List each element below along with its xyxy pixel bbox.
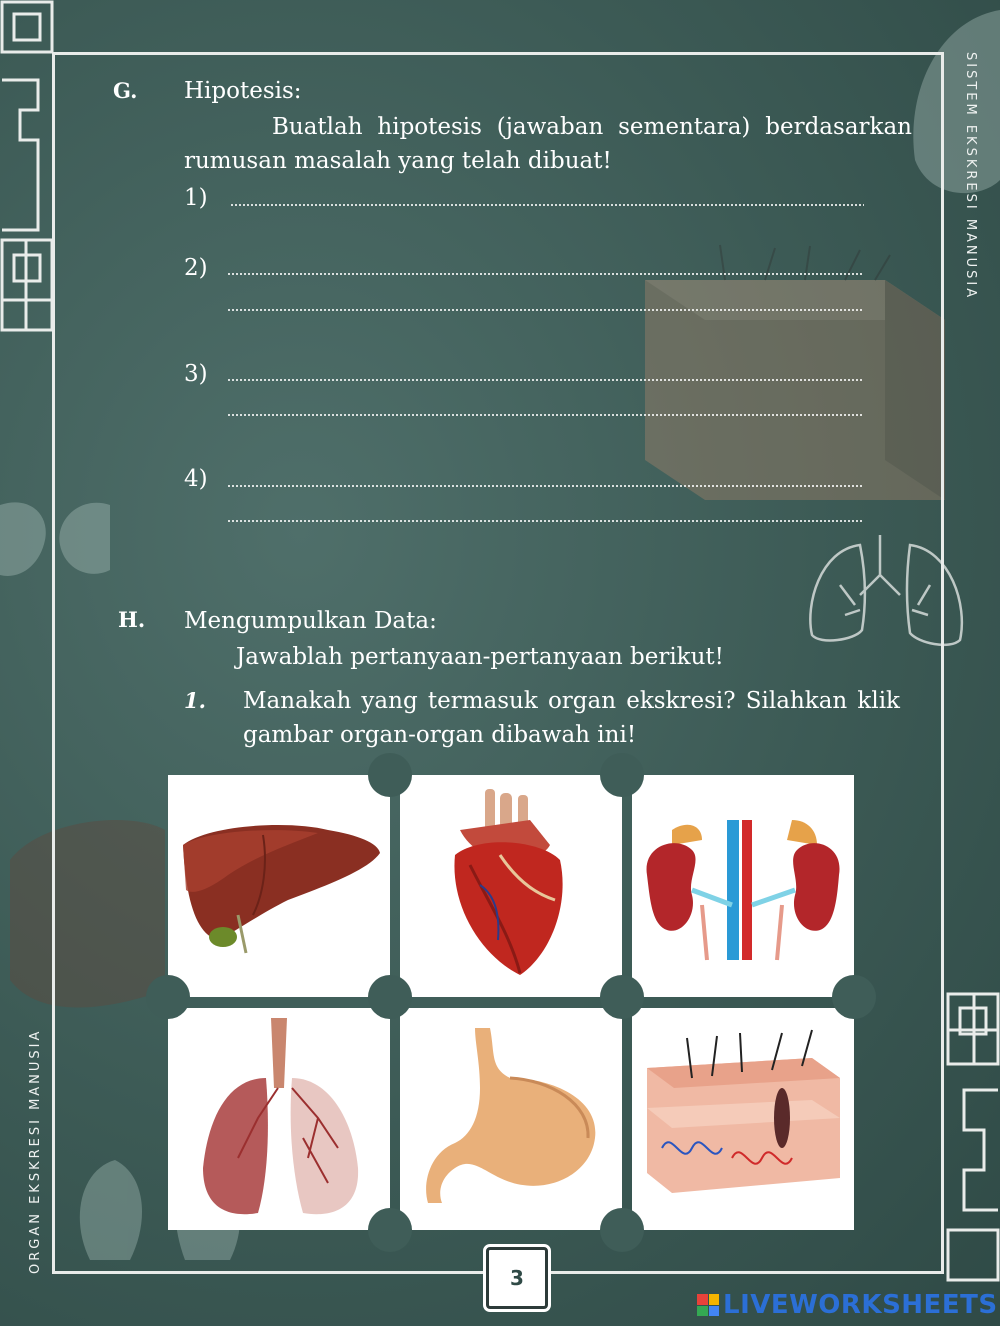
grid-notch — [600, 975, 644, 1019]
section-h-instruction: Jawablah pertanyaan-pertanyaan berikut! — [236, 644, 724, 670]
question-text: Manakah yang termasuk organ ekskresi? Silahkan klik gambar organ-organ dibawah ini! — [243, 688, 900, 748]
organ-card-stomach[interactable] — [400, 1008, 622, 1230]
side-title-right: SISTEM EKSKRESI MANUSIA — [963, 52, 978, 301]
organ-card-lungs[interactable] — [168, 1008, 390, 1230]
answer-line-4a[interactable] — [227, 485, 862, 487]
organ-card-heart[interactable] — [400, 775, 622, 997]
grid-notch — [600, 1208, 644, 1252]
hypothesis-number-2: 2) — [184, 255, 208, 281]
brand-text: LIVEWORKSHEETS — [723, 1290, 998, 1320]
section-h-letter: H. — [118, 607, 146, 632]
answer-line-2a[interactable] — [227, 273, 862, 275]
stomach-image — [400, 1008, 622, 1230]
organ-image-grid — [168, 775, 854, 1230]
organ-card-kidney[interactable] — [632, 775, 854, 997]
answer-line-1a[interactable] — [230, 204, 864, 206]
corner-pattern-top-left — [0, 0, 56, 335]
page-number: 3 — [486, 1247, 548, 1309]
hypothesis-number-3: 3) — [184, 361, 208, 387]
grid-notch — [368, 975, 412, 1019]
liveworksheets-brand[interactable] — [697, 1290, 998, 1320]
section-g-instruction: Buatlah hipotesis (jawaban sementara) berdasarkan rumusan masalah yang telah dibuat! — [184, 114, 912, 174]
answer-line-2b[interactable] — [227, 309, 862, 311]
section-h-title: Mengumpulkan Data: — [184, 608, 437, 634]
section-g-letter: G. — [113, 78, 138, 103]
answer-line-4b[interactable] — [227, 520, 862, 522]
grid-notch — [146, 975, 190, 1019]
grid-notch — [600, 753, 644, 797]
hypothesis-number-1: 1) — [184, 185, 208, 211]
kidney-image — [632, 775, 854, 997]
liveworksheets-logo-icon — [697, 1294, 719, 1316]
answer-line-3a[interactable] — [227, 379, 862, 381]
grid-notch — [832, 975, 876, 1019]
liver-image — [168, 775, 390, 997]
organ-card-liver[interactable] — [168, 775, 390, 997]
side-title-left: ORGAN EKSKRESI MANUSIA — [28, 1028, 43, 1274]
lungs-image — [168, 1008, 390, 1230]
answer-line-3b[interactable] — [227, 414, 862, 416]
grid-notch — [368, 1208, 412, 1252]
organ-card-skin[interactable] — [632, 1008, 854, 1230]
question-number: 1. — [184, 688, 206, 713]
heart-image — [400, 775, 622, 997]
section-g-title: Hipotesis: — [184, 78, 302, 104]
corner-pattern-bottom-right — [944, 990, 1000, 1290]
hypothesis-number-4: 4) — [184, 466, 208, 492]
grid-notch — [368, 753, 412, 797]
skin-image — [632, 1008, 854, 1230]
